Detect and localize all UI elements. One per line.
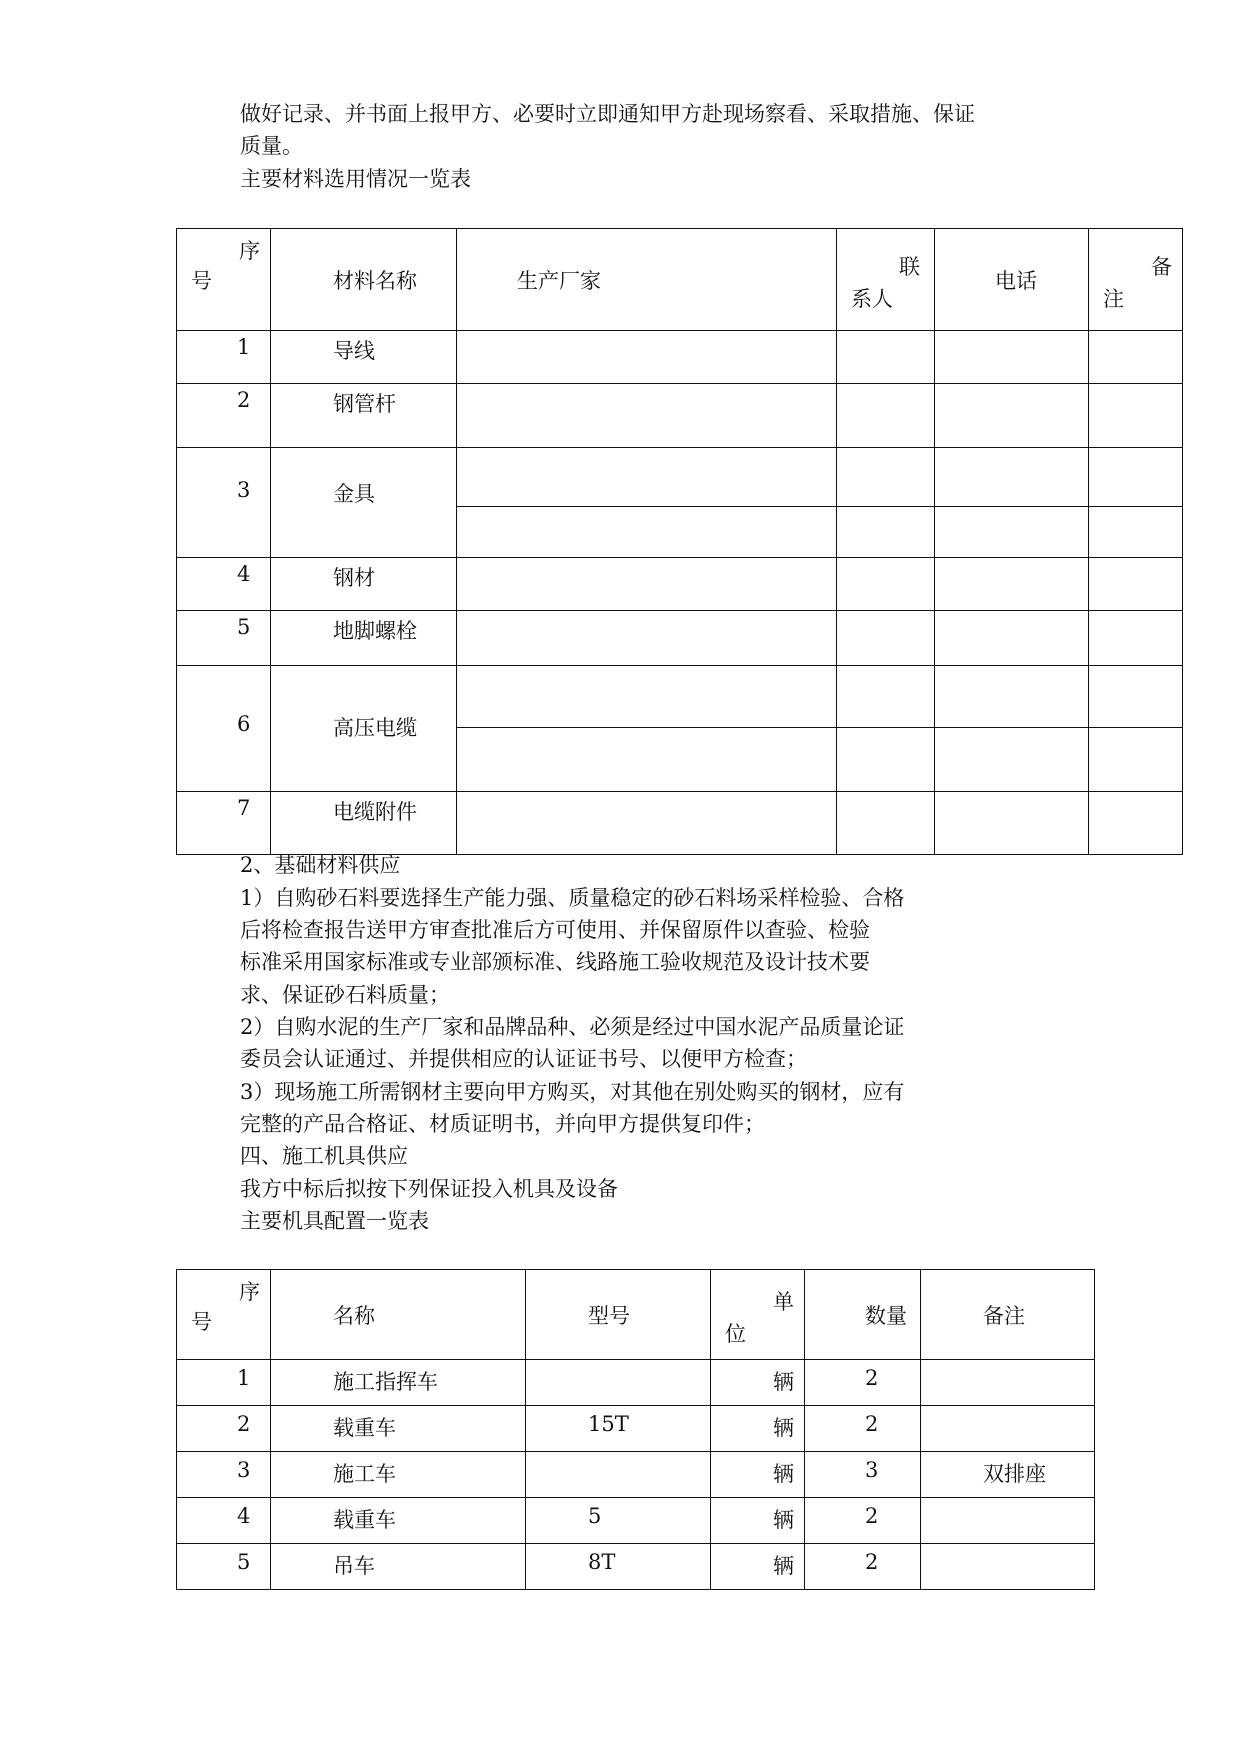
cell-name [271, 1544, 526, 1590]
header-text: 数量 [865, 1304, 907, 1328]
cell-text: 5 [237, 1550, 251, 1574]
cell-contact [837, 728, 935, 792]
cell-text: 载重车 [333, 1416, 396, 1440]
cell-phone [935, 506, 1089, 557]
cell-note [1089, 666, 1183, 728]
header-text: 型号 [588, 1304, 630, 1328]
cell-qty [805, 1544, 921, 1590]
cell-note [921, 1498, 1095, 1544]
paragraph-line: 1）自购砂石料要选择生产能力强、质量稳定的砂石料场采样检验、合格 [240, 886, 905, 910]
cell-text: 导线 [333, 339, 375, 363]
cell-no [177, 1452, 271, 1498]
cell-name [271, 448, 457, 558]
header-text: 备 [1151, 255, 1172, 279]
cell-name [271, 611, 457, 666]
table-row [177, 792, 1183, 855]
cell-text: 2 [237, 1412, 251, 1436]
cell-contact [837, 384, 935, 448]
cell-maker [457, 558, 837, 611]
paragraph-line: 3）现场施工所需钢材主要向甲方购买，对其他在别处购买的钢材，应有 [240, 1080, 905, 1104]
header-cell-maker [457, 229, 837, 331]
cell-unit [711, 1498, 805, 1544]
header-cell-name [271, 229, 457, 331]
table-row [177, 1544, 1095, 1590]
cell-no [177, 384, 271, 448]
cell-contact [837, 331, 935, 384]
paragraph-line: 后将检查报告送甲方审查批准后方可使用、并保留原件以查验、检验 [240, 918, 870, 942]
paragraph-line: 完整的产品合格证、材质证明书，并向甲方提供复印件； [240, 1112, 765, 1136]
cell-phone [935, 331, 1089, 384]
cell-note [921, 1452, 1095, 1498]
header-text: 名称 [333, 1304, 375, 1328]
cell-no [177, 558, 271, 611]
header-text: 序 [239, 239, 260, 263]
header-cell-phone [935, 229, 1089, 331]
cell-text: 金具 [333, 482, 375, 506]
cell-text: 1 [237, 1366, 251, 1390]
cell-name [271, 1406, 526, 1452]
cell-phone [935, 558, 1089, 611]
cell-text: 辆 [773, 1554, 794, 1578]
cell-maker [457, 506, 837, 557]
header-cell-model [526, 1270, 711, 1360]
cell-text: 施工车 [333, 1462, 396, 1486]
header-text: 单 [773, 1290, 794, 1314]
cell-text: 2 [865, 1550, 879, 1574]
cell-name [271, 384, 457, 448]
cell-text: 6 [237, 712, 251, 736]
cell-maker [457, 728, 837, 792]
cell-model [526, 1406, 711, 1452]
table-row [177, 611, 1183, 666]
table-row [177, 448, 1183, 507]
cell-unit [711, 1360, 805, 1406]
cell-text: 吊车 [333, 1554, 375, 1578]
cell-maker [457, 331, 837, 384]
cell-model [526, 1498, 711, 1544]
table-caption: 主要材料选用情况一览表 [240, 167, 471, 191]
cell-name [271, 792, 457, 855]
cell-maker [457, 792, 837, 855]
section-heading: 四、施工机具供应 [240, 1144, 408, 1168]
paragraph-line: 标准采用国家标准或专业部颁标准、线路施工验收规范及设计技术要 [240, 950, 870, 974]
header-cell-contact [837, 229, 935, 331]
cell-text: 2 [865, 1412, 879, 1436]
table-caption: 主要机具配置一览表 [240, 1209, 429, 1233]
table-header-row [177, 1270, 1095, 1360]
cell-name [271, 331, 457, 384]
header-text: 备注 [983, 1304, 1025, 1328]
header-text: 电话 [995, 269, 1037, 293]
cell-no [177, 1406, 271, 1452]
cell-maker [457, 384, 837, 448]
cell-phone [935, 384, 1089, 448]
cell-no [177, 1498, 271, 1544]
cell-no [177, 666, 271, 792]
table-row [177, 1452, 1095, 1498]
cell-qty [805, 1406, 921, 1452]
cell-note [1089, 331, 1183, 384]
cell-text: 2 [865, 1504, 879, 1528]
header-text: 号 [191, 1310, 212, 1334]
header-cell-unit [711, 1270, 805, 1360]
cell-qty [805, 1498, 921, 1544]
cell-contact [837, 611, 935, 666]
cell-text: 5 [588, 1504, 602, 1528]
cell-contact [837, 666, 935, 728]
header-text: 联 [899, 255, 920, 279]
cell-name [271, 666, 457, 792]
header-text: 位 [725, 1322, 746, 1346]
cell-qty [805, 1360, 921, 1406]
cell-contact [837, 448, 935, 507]
cell-text: 1 [237, 335, 251, 359]
cell-no [177, 331, 271, 384]
cell-phone [935, 666, 1089, 728]
materials-table [176, 228, 1183, 855]
cell-phone [935, 792, 1089, 855]
paragraph-line: 2）自购水泥的生产厂家和品牌品种、必须是经过中国水泥产品质量论证 [240, 1015, 905, 1039]
cell-note [1089, 792, 1183, 855]
paragraph-line: 做好记录、并书面上报甲方、必要时立即通知甲方赴现场察看、采取措施、保证 [240, 102, 975, 126]
cell-phone [935, 611, 1089, 666]
table-row [177, 384, 1183, 448]
cell-phone [935, 448, 1089, 507]
cell-name [271, 558, 457, 611]
header-cell-note [1089, 229, 1183, 331]
cell-text: 辆 [773, 1508, 794, 1532]
paragraph-line: 我方中标后拟按下列保证投入机具及设备 [240, 1177, 618, 1201]
cell-note [1089, 506, 1183, 557]
cell-text: 3 [865, 1458, 879, 1482]
header-text: 生产厂家 [517, 269, 601, 293]
header-text: 号 [191, 269, 212, 293]
cell-text: 15T [588, 1412, 629, 1436]
table-row [177, 1498, 1095, 1544]
cell-model [526, 1544, 711, 1590]
section-heading: 2、基础材料供应 [240, 853, 401, 877]
cell-note [1089, 448, 1183, 507]
table-header-row [177, 229, 1183, 331]
cell-name [271, 1452, 526, 1498]
header-text: 注 [1103, 287, 1124, 311]
table-row [177, 558, 1183, 611]
header-cell-qty [805, 1270, 921, 1360]
cell-text: 高压电缆 [333, 716, 417, 740]
cell-contact [837, 558, 935, 611]
cell-maker [457, 666, 837, 728]
cell-text: 施工指挥车 [333, 1370, 438, 1394]
cell-text: 电缆附件 [333, 800, 417, 824]
cell-note [921, 1544, 1095, 1590]
cell-name [271, 1360, 526, 1406]
cell-text: 7 [237, 796, 251, 820]
paragraph-line: 委员会认证通过、并提供相应的认证证书号、以便甲方检查； [240, 1047, 807, 1071]
cell-text: 8T [588, 1550, 616, 1574]
cell-text: 3 [237, 1458, 251, 1482]
cell-contact [837, 792, 935, 855]
cell-note [1089, 558, 1183, 611]
cell-text: 4 [237, 562, 251, 586]
cell-text: 2 [865, 1366, 879, 1390]
cell-name [271, 1498, 526, 1544]
cell-no [177, 448, 271, 558]
cell-note [1089, 728, 1183, 792]
cell-unit [711, 1544, 805, 1590]
cell-no [177, 1360, 271, 1406]
cell-note [1089, 384, 1183, 448]
cell-text: 钢管杆 [333, 392, 396, 416]
cell-text: 双排座 [983, 1462, 1046, 1486]
cell-maker [457, 611, 837, 666]
cell-phone [935, 728, 1089, 792]
cell-contact [837, 506, 935, 557]
header-cell-note [921, 1270, 1095, 1360]
header-cell-no [177, 229, 271, 331]
cell-no [177, 1544, 271, 1590]
cell-no [177, 611, 271, 666]
cell-model [526, 1360, 711, 1406]
cell-text: 辆 [773, 1462, 794, 1486]
header-text: 材料名称 [333, 269, 417, 293]
paragraph-line: 求、保证砂石料质量； [240, 983, 450, 1007]
cell-text: 辆 [773, 1416, 794, 1440]
header-cell-name [271, 1270, 526, 1360]
header-text: 序 [239, 1280, 260, 1304]
cell-text: 地脚螺栓 [333, 619, 417, 643]
cell-note [921, 1406, 1095, 1452]
cell-text: 4 [237, 1504, 251, 1528]
cell-model [526, 1452, 711, 1498]
cell-text: 3 [237, 478, 251, 502]
header-text: 系人 [851, 287, 893, 311]
cell-unit [711, 1452, 805, 1498]
cell-no [177, 792, 271, 855]
cell-text: 2 [237, 388, 251, 412]
table-row [177, 666, 1183, 728]
cell-text: 辆 [773, 1370, 794, 1394]
cell-text: 载重车 [333, 1508, 396, 1532]
header-cell-no [177, 1270, 271, 1360]
cell-qty [805, 1452, 921, 1498]
table-row [177, 331, 1183, 384]
cell-note [921, 1360, 1095, 1406]
cell-text: 钢材 [333, 566, 375, 590]
equipment-table [176, 1269, 1095, 1590]
cell-maker [457, 448, 837, 507]
cell-text: 5 [237, 615, 251, 639]
paragraph-line: 质量。 [240, 134, 303, 158]
table-row [177, 1406, 1095, 1452]
table-row [177, 1360, 1095, 1406]
cell-note [1089, 611, 1183, 666]
cell-unit [711, 1406, 805, 1452]
